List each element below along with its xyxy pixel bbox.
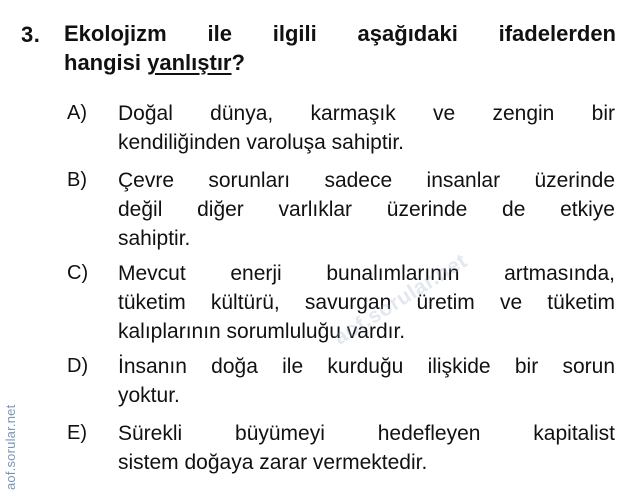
option-c-line-2: tüketim kültürü, savurgan üretim ve tüketim	[118, 291, 615, 314]
question-stem-suffix: ?	[231, 50, 245, 75]
question-stem	[64, 19, 616, 77]
option-letter-d: D)	[67, 355, 89, 377]
option-letter-c: C)	[67, 262, 89, 284]
option-c-line-3: kalıplarının sorumluluğu vardır.	[118, 320, 406, 343]
question-stem-line-2	[64, 50, 245, 75]
option-b-line-2: değil diğer varlıklar üzerinde de etkiye	[118, 198, 615, 221]
option-a-line-1: Doğal dünya, karmaşık ve zengin bir	[118, 102, 615, 125]
option-e-line-2: sistem doğaya zarar vermektedir.	[118, 451, 428, 474]
question-stem-prefix: hangisi	[64, 50, 148, 75]
option-text-b	[118, 166, 615, 253]
option-letter-a: A)	[67, 102, 87, 124]
option-b-line-1: Çevre sorunları sadece insanlar üzerinde	[118, 169, 615, 192]
option-d-line-1: İnsanın doğa ile kurduğu ilişkide bir sorun	[118, 355, 615, 378]
option-text-d	[118, 352, 615, 410]
side-watermark: aof.sorular.net	[3, 404, 18, 490]
option-d-line-2: yoktur.	[118, 384, 180, 407]
option-text-a	[118, 99, 615, 157]
question-number: 3.	[21, 22, 41, 47]
question-stem-line-1: Ekolojizm ile ilgili aşağıdaki ifadelerden	[64, 21, 616, 46]
option-text-e	[118, 419, 615, 477]
option-e-line-1: Sürekli büyümeyi hedefleyen kapitalist	[118, 422, 615, 445]
center-watermark: aof.sorular.net	[330, 249, 472, 350]
option-c-line-1: Mevcut enerji bunalımlarının artmasında,	[118, 262, 615, 285]
option-a-line-2: kendiliğinden varoluşa sahiptir.	[118, 131, 405, 154]
option-b-line-3: sahiptir.	[118, 227, 191, 250]
option-letter-b: B)	[67, 169, 87, 191]
question-stem-emphasis: yanlıştır	[147, 50, 232, 75]
option-letter-e: E)	[67, 422, 87, 444]
